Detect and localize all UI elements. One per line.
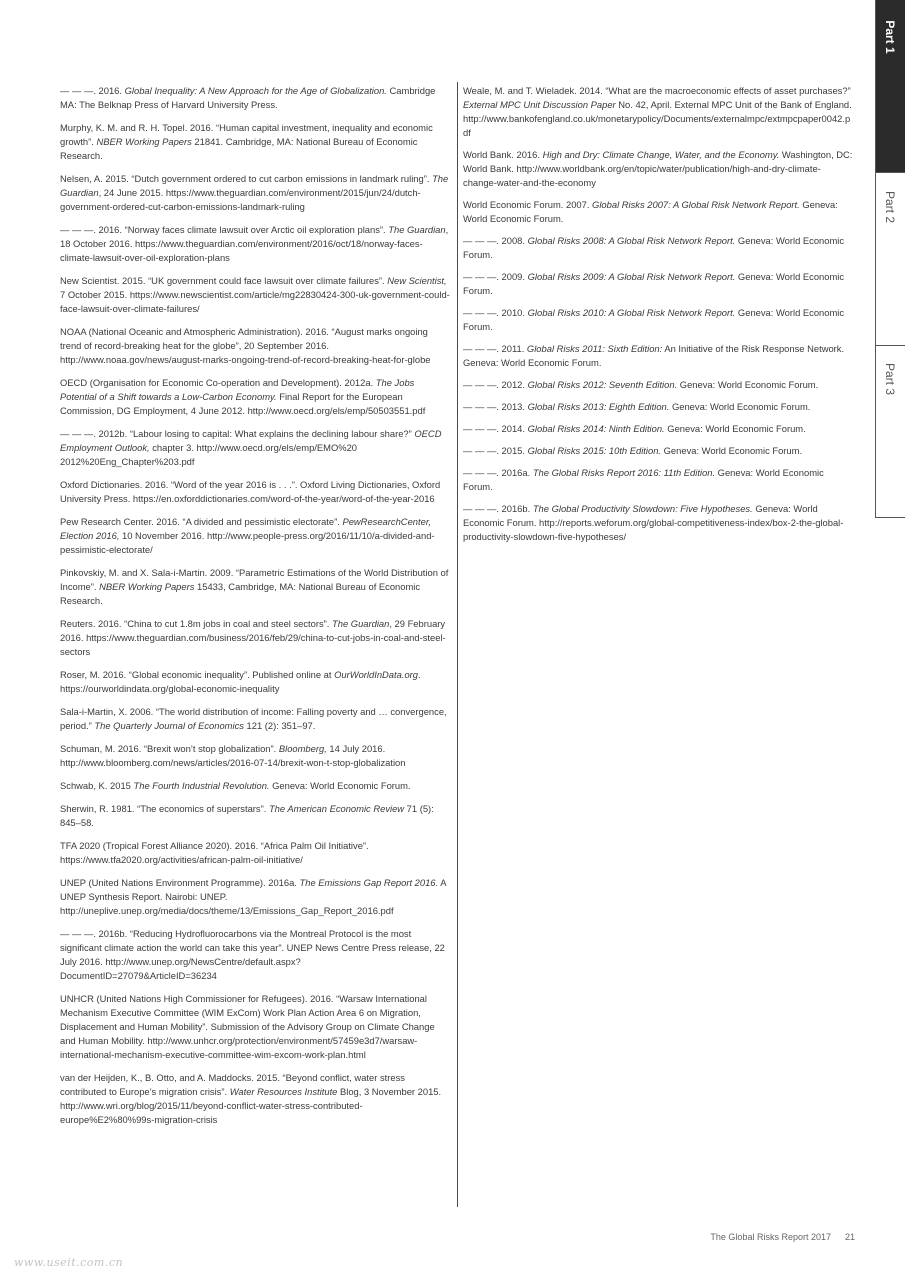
reference-title: High and Dry: Climate Change, Water, and the Economy. — [542, 149, 780, 160]
reference-text: — — —. 2016a. — [463, 467, 533, 478]
reference-text: 15433, Cambridge, MA: National Bureau of Economic Research. — [60, 581, 421, 606]
reference-entry — [463, 400, 853, 414]
reference-entry — [463, 342, 853, 370]
reference-text: . https://ourworldindata.org/global-economic-inequality — [60, 669, 421, 694]
reference-text: , 18 October 2016. https://www.theguardian.com/environment/2016/oct/18/norway-faces-climate-lawsuit-over-oil-exploration-plans — [60, 224, 449, 263]
reference-text: Washington, DC: World Bank. http://www.worldbank.org/en/topic/water/publication/high-and-dry-climate-change-water-and-the-economy — [463, 149, 853, 188]
reference-title: The Guardian — [388, 224, 446, 235]
reference-text: 21841. Cambridge, MA: National Bureau of Economic Research. — [60, 136, 418, 161]
reference-text: NOAA (National Oceanic and Atmospheric Administration). 2016. “August marks ongoing trend of record-breaking heat for the globe”, 20 September 2016. http://www.noaa.gov/news/august-marks-ongoing-trend-of-record-breaking-heat-for-globe — [60, 326, 431, 365]
reference-text: Geneva: World Economic Forum. — [463, 307, 845, 332]
watermark: www.useit.com.cn — [14, 1256, 124, 1269]
reference-entry — [463, 84, 853, 140]
references-column-left — [60, 84, 450, 1136]
reference-title: PewResearchCenter, Election 2016, — [60, 516, 432, 541]
reference-text: Murphy, K. M. and R. H. Topel. 2016. “Human capital investment, inequality and economic growth”. — [60, 122, 433, 147]
reference-entry — [60, 779, 450, 793]
reference-text: Nelsen, A. 2015. “Dutch government ordered to cut carbon emissions in landmark ruling”. — [60, 173, 433, 184]
reference-title: The Emissions Gap Report 2016. — [299, 877, 439, 888]
reference-title: Global Risks 2010: A Global Risk Network Report. — [527, 307, 736, 318]
reference-entry — [60, 223, 450, 265]
tab-divider — [875, 345, 905, 346]
reference-text: New Scientist. 2015. “UK government could face lawsuit over climate failures”. — [60, 275, 388, 286]
reference-title: OurWorldInData.org — [334, 669, 418, 680]
reference-title: New Scientist, — [387, 275, 447, 286]
tabs-divider-vertical — [875, 0, 876, 517]
reference-text: — — —. 2016b. “Reducing Hydrofluorocarbons via the Montreal Protocol is the most significant climate action the world can take this year”. UNEP News Centre Press release, 22 July 2016. http://www.unep.org/NewsCentre/default.aspx?DocumentID=27079&ArticleID=36234 — [60, 928, 445, 981]
reference-title: Global Risks 2015: 10th Edition. — [527, 445, 662, 456]
reference-entry — [60, 515, 450, 557]
reference-title: NBER Working Papers — [96, 136, 192, 147]
page-footer — [620, 1232, 855, 1242]
reference-title: The Global Productivity Slowdown: Five Hypotheses. — [532, 503, 753, 514]
reference-text: Weale, M. and T. Wieladek. 2014. “What are the macroeconomic effects of asset purchases?” — [463, 85, 851, 96]
reference-text: TFA 2020 (Tropical Forest Alliance 2020). 2016. “Africa Palm Oil Initiative”. https://www.tfa2020.org/activities/african-palm-oil-initiative/ — [60, 840, 369, 865]
reference-entry — [60, 876, 450, 918]
reference-entry — [60, 1071, 450, 1127]
reference-text: — — —. 2015. — [463, 445, 528, 456]
reference-text: — — —. 2012. — [463, 379, 528, 390]
reference-entry — [60, 839, 450, 867]
reference-text: Reuters. 2016. “China to cut 1.8m jobs in coal and steel sectors”. — [60, 618, 333, 629]
reference-entry — [60, 668, 450, 696]
tab-divider — [875, 172, 905, 173]
reference-text: — — —. 2009. — [463, 271, 528, 282]
reference-text: Geneva: World Economic Forum. — [463, 235, 845, 260]
reference-text: — — —. 2014. — [463, 423, 528, 434]
tab-part-2[interactable]: Part 2 — [883, 190, 897, 224]
reference-text: An Initiative of the Risk Response Network. Geneva: World Economic Forum. — [463, 343, 845, 368]
reference-text: , 24 June 2015. https://www.theguardian.com/environment/2015/jun/24/dutch-government-ordered-cut-carbon-emissions-landmark-ruling — [60, 187, 421, 212]
reference-entry — [60, 84, 450, 112]
reference-entry — [463, 466, 853, 494]
reference-text: 71 (5): 845–58. — [60, 803, 434, 828]
reference-title: Global Risks 2011: Sixth Edition: — [526, 343, 663, 354]
tab-part-1[interactable]: Part 1 — [883, 20, 897, 54]
reference-text: chapter 3. http://www.oecd.org/els/emp/EMO%20 2012%20Eng_Chapter%203.pdf — [60, 442, 358, 467]
reference-text: Geneva: World Economic Forum. — [669, 401, 811, 412]
reference-text: Geneva: World Economic Forum. — [677, 379, 819, 390]
reference-entry — [60, 705, 450, 733]
reference-text: — — —. 2016b. — [463, 503, 533, 514]
reference-title: External MPC Unit Discussion Paper — [463, 99, 616, 110]
reference-entry — [463, 422, 853, 436]
reference-text: Cambridge MA: The Belknap Press of Harvard University Press. — [60, 85, 436, 110]
reference-title: Global Risks 2013: Eighth Edition. — [527, 401, 670, 412]
reference-text: Geneva: World Economic Forum. — [463, 199, 838, 224]
reference-text: — — —. 2008. — [463, 235, 528, 246]
reference-text: No. 42, April. External MPC Unit of the Bank of England. http://www.bankofengland.co.uk/monetarypolicy/Documents/externalmpc/extmpcpaper0042.pdf — [463, 99, 852, 138]
reference-title: Global Risks 2014: Ninth Edition. — [527, 423, 665, 434]
reference-title: The Guardian — [332, 618, 390, 629]
reference-entry — [463, 270, 853, 298]
reference-entry — [60, 617, 450, 659]
reference-text: Schuman, M. 2016. “Brexit won’t stop globalization”. — [60, 743, 279, 754]
reference-title: The Global Risks Report 2016: 11th Edition. — [532, 467, 716, 478]
reference-text: — — —. 2010. — [463, 307, 528, 318]
reference-text: Geneva: World Economic Forum. — [463, 467, 824, 492]
reference-title: NBER Working Papers — [99, 581, 195, 592]
reference-entry — [60, 566, 450, 608]
reference-text: World Bank. 2016. — [463, 149, 543, 160]
reference-text: Geneva: World Economic Forum. http://reports.weforum.org/global-competitiveness-index/box-2-the-global-productivity-slowdown-five-hypotheses/ — [463, 503, 844, 542]
reference-text: Blog, 3 November 2015. http://www.wri.org/blog/2015/11/beyond-conflict-water-stress-contributed-europe%E2%80%99s-migration-crisis — [60, 1086, 442, 1125]
reference-text: Geneva: World Economic Forum. — [661, 445, 803, 456]
reference-entry — [463, 234, 853, 262]
column-divider — [457, 82, 458, 1207]
reference-entry — [60, 274, 450, 316]
reference-text: — — —. 2011. — [463, 343, 527, 354]
reference-title: The Guardian — [60, 173, 449, 198]
reference-entry — [60, 478, 450, 506]
reference-text: — — —. 2016. — [60, 85, 125, 96]
reference-entry — [463, 378, 853, 392]
reference-text: 121 (2): 351–97. — [243, 720, 316, 731]
reference-title: Global Inequality: A New Approach for the Age of Globalization. — [124, 85, 387, 96]
reference-title: Global Risks 2007: A Global Risk Network Report. — [592, 199, 800, 210]
references-column-right — [463, 84, 853, 552]
reference-entry — [60, 325, 450, 367]
reference-text: Roser, M. 2016. “Global economic inequality”. Published online at — [60, 669, 335, 680]
reference-entry — [463, 306, 853, 334]
reference-title: OECD Employment Outlook, — [60, 428, 442, 453]
reference-title: Global Risks 2012: Seventh Edition. — [527, 379, 678, 390]
reference-text: Schwab, K. 2015 — [60, 780, 134, 791]
reference-title: The Jobs Potential of a Shift towards a Low-Carbon Economy. — [60, 377, 415, 402]
reference-text: Geneva: World Economic Forum. — [664, 423, 806, 434]
reference-text: Pinkovskiy, M. and X. Sala-i-Martin. 2009. “Parametric Estimations of the World Distribution of Income”. — [60, 567, 449, 592]
reference-text: Sherwin, R. 1981. “The economics of superstars”. — [60, 803, 269, 814]
reference-text: UNHCR (United Nations High Commissioner for Refugees). 2016. “Warsaw International Mechanism Executive Committee (WIM ExCom) Work Plan Action Area 6 on Migration, Displacement and Human Mobility”. Submission of the Advisory Group on Climate Change and Human Mobility. http://www.unhcr.org/protection/environment/57459e3d7/warsaw-international-mechanism-executive-committee-wim-excom-work-plan.html — [60, 993, 435, 1060]
reference-entry — [463, 148, 853, 190]
reference-entry — [60, 927, 450, 983]
reference-entry — [60, 992, 450, 1062]
reference-text: — — —. 2013. — [463, 401, 528, 412]
footer-report-title: The Global Risks Report 2017 — [710, 1232, 831, 1242]
reference-title: The American Economic Review — [268, 803, 405, 814]
reference-entry — [60, 742, 450, 770]
reference-text: A UNEP Synthesis Report. Nairobi: UNEP. http://uneplive.unep.org/media/docs/theme/13/Emissions_Gap_Report_2016.pdf — [60, 877, 446, 916]
reference-title: The Quarterly Journal of Economics — [94, 720, 244, 731]
tab-divider — [875, 517, 905, 518]
tab-part-3[interactable]: Part 3 — [883, 362, 897, 396]
reference-text: 14 July 2016. http://www.bloomberg.com/news/articles/2016-07-14/brexit-won-t-stop-globalization — [60, 743, 406, 768]
reference-text: Sala-i-Martin, X. 2006. “The world distribution of income: Falling poverty and … convergence, period.” — [60, 706, 447, 731]
reference-text: Final Report for the European Commission, DG Employment, 4 June 2012. http://www.oecd.org/els/emp/50503551.pdf — [60, 391, 426, 416]
reference-title: Bloomberg, — [278, 743, 327, 754]
reference-title: Water Resources Institute — [229, 1086, 338, 1097]
reference-entry — [463, 502, 853, 544]
reference-text: — — —. 2016. “Norway faces climate lawsuit over Arctic oil exploration plans”. — [60, 224, 389, 235]
reference-entry — [60, 121, 450, 163]
reference-text: OECD (Organisation for Economic Co-operation and Development). 2012a. — [60, 377, 376, 388]
reference-title: Global Risks 2009: A Global Risk Network Report. — [527, 271, 736, 282]
reference-entry — [60, 376, 450, 418]
reference-text: Oxford Dictionaries. 2016. “Word of the year 2016 is . . .”. Oxford Living Dictionaries, Oxford University Press. https://en.oxforddictionaries.com/word-of-the-year/word-of-the-year-2016 — [60, 479, 441, 504]
reference-title: Global Risks 2008: A Global Risk Network Report. — [527, 235, 736, 246]
reference-text: 7 October 2015. https://www.newscientist.com/article/mg22830424-300-uk-government-could-face-lawsuit-over-climate-failures/ — [60, 289, 450, 314]
reference-entry — [60, 427, 450, 469]
reference-text: World Economic Forum. 2007. — [463, 199, 593, 210]
reference-text: Geneva: World Economic Forum. — [463, 271, 845, 296]
reference-text: 10 November 2016. http://www.people-press.org/2016/11/10/a-divided-and-pessimistic-electorate/ — [60, 530, 435, 555]
page-number: 21 — [844, 1232, 855, 1242]
reference-entry — [60, 802, 450, 830]
reference-text: Pew Research Center. 2016. “A divided and pessimistic electorate”. — [60, 516, 343, 527]
reference-text: van der Heijden, K., B. Otto, and A. Maddocks. 2015. “Beyond conflict, water stress contributed to Europe’s migration crisis”. — [60, 1072, 405, 1097]
reference-title: The Fourth Industrial Revolution. — [133, 780, 270, 791]
reference-entry — [463, 444, 853, 458]
reference-text: , 29 February 2016. https://www.theguardian.com/business/2016/feb/29/china-to-cut-jobs-in-coal-and-steel-sectors — [60, 618, 446, 657]
reference-text: UNEP (United Nations Environment Programme). 2016a. — [60, 877, 300, 888]
reference-text: Geneva: World Economic Forum. — [269, 780, 411, 791]
reference-text: — — —. 2012b. “Labour losing to capital: What explains the declining labour share?” — [60, 428, 415, 439]
reference-entry — [60, 172, 450, 214]
reference-entry — [463, 198, 853, 226]
